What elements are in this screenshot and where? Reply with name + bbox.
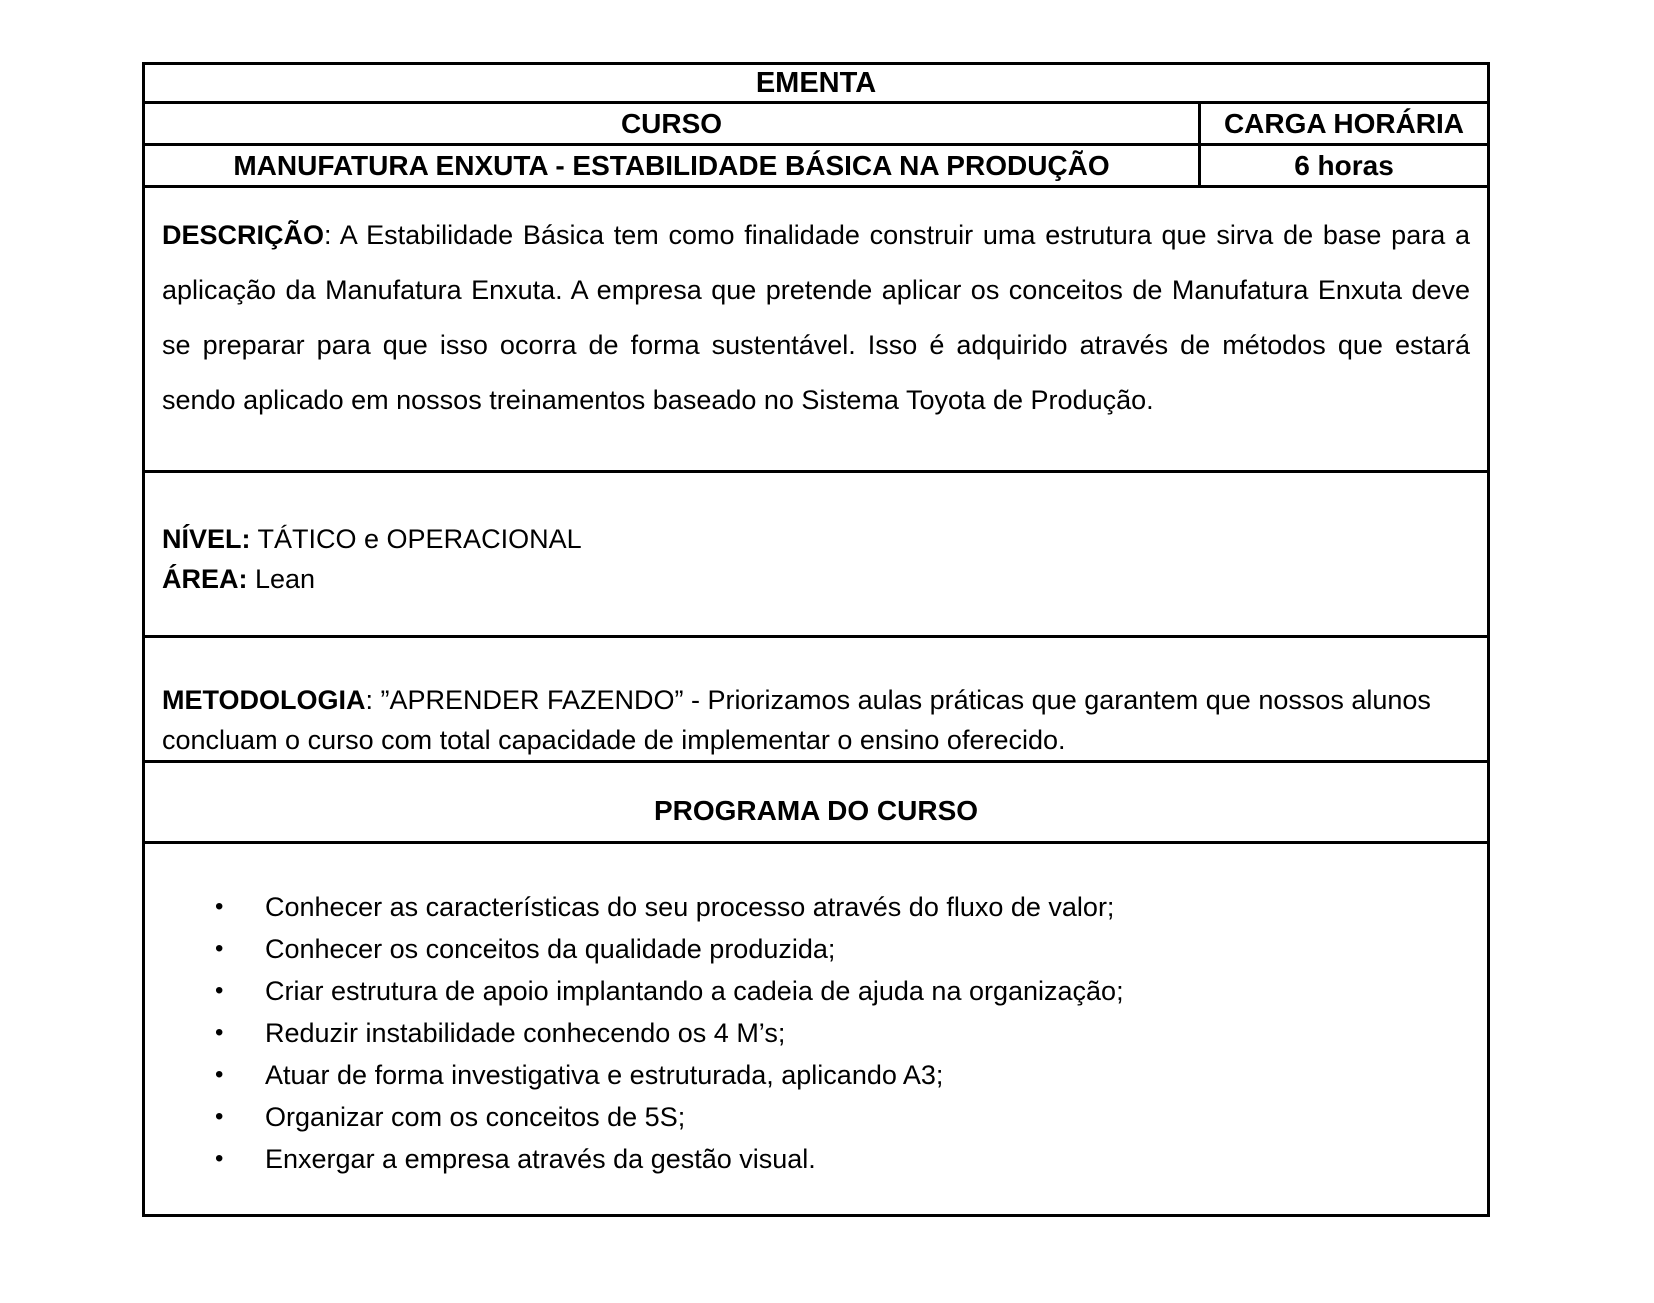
level-line [162, 519, 1470, 559]
description-text: : A Estabilidade Básica tem como finalidade construir uma estrutura que sirva de base para a aplicação da Manufatura Enxuta. A empresa que pretende aplicar os conceitos de Manufatura Enxuta deve se preparar para que isso ocorra de forma sustentável. Isso é adquirido através de métodos que estará sendo aplicado em nossos treinamentos baseado no Sistema Toyota de Produção. [162, 220, 1470, 415]
level-value: TÁTICO e OPERACIONAL [250, 524, 582, 554]
program-title: PROGRAMA DO CURSO [145, 763, 1487, 844]
program-item-text: Conhecer os conceitos da qualidade produzida; [265, 934, 836, 964]
list-item [145, 1054, 1470, 1096]
column-header-row [145, 104, 1487, 146]
course-column-header: CURSO [145, 104, 1201, 143]
program-item-text: Atuar de forma investigativa e estruturada, aplicando A3; [265, 1060, 944, 1090]
area-label: ÁREA: [162, 564, 248, 594]
table-title: EMENTA [145, 65, 1487, 104]
list-item [145, 886, 1470, 928]
program-list [145, 886, 1470, 1180]
description-row [145, 188, 1487, 473]
list-item [145, 928, 1470, 970]
description-label: DESCRIÇÃO [162, 220, 325, 250]
description-paragraph [162, 208, 1470, 428]
program-item-text: Enxergar a empresa através da gestão visual. [265, 1144, 816, 1174]
bullet-icon: • [215, 1145, 224, 1172]
methodology-label: METODOLOGIA [162, 685, 366, 715]
bullet-icon: • [215, 1019, 224, 1046]
course-hours: 6 horas [1294, 149, 1394, 181]
program-item-text: Reduzir instabilidade conhecendo os 4 M’s; [265, 1018, 786, 1048]
program-item-text: Organizar com os conceitos de 5S; [265, 1102, 686, 1132]
methodology-text: : ”APRENDER FAZENDO” - Priorizamos aulas práticas que garantem que nossos alunos concluam o curso com total capacidade de implementar o ensino oferecido. [162, 685, 1431, 755]
program-item-text: Criar estrutura de apoio implantando a cadeia de ajuda na organização; [265, 976, 1124, 1006]
hours-column-header: CARGA HORÁRIA [1223, 107, 1465, 139]
course-name: MANUFATURA ENXUTA - ESTABILIDADE BÁSICA NA PRODUÇÃO [145, 146, 1201, 185]
methodology-row [145, 638, 1487, 763]
level-label: NÍVEL: [162, 524, 251, 554]
program-item-text: Conhecer as características do seu processo através do fluxo de valor; [265, 892, 1115, 922]
bullet-icon: • [215, 1103, 224, 1130]
area-line [162, 559, 1470, 599]
list-item [145, 1096, 1470, 1138]
list-item [145, 1012, 1470, 1054]
bullet-icon: • [215, 977, 224, 1004]
bullet-icon: • [215, 935, 224, 962]
program-list-row [145, 844, 1487, 1214]
syllabus-table [142, 62, 1490, 1217]
level-area-row [145, 473, 1487, 638]
area-value: Lean [247, 564, 316, 594]
bullet-icon: • [215, 893, 224, 920]
list-item [145, 970, 1470, 1012]
methodology-paragraph [162, 680, 1470, 760]
list-item [145, 1138, 1470, 1180]
bullet-icon: • [215, 1061, 224, 1088]
course-row [145, 146, 1487, 188]
